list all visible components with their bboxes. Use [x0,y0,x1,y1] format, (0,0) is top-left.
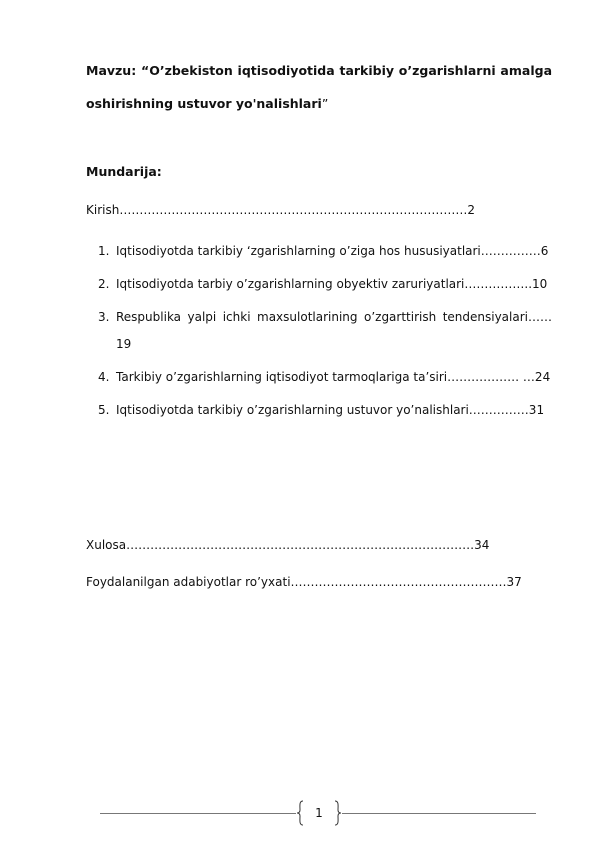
toc-item-number: 5. [98,403,110,417]
toc-entry-conclusion: Xulosa……………………………………………………………………………34 [86,538,490,552]
toc-item-number: 2. [98,277,110,291]
left-brace-icon [296,800,304,826]
toc-item [86,397,552,424]
toc-item [86,238,552,265]
footer-rule-left [100,813,296,814]
toc-item-text: Tarkibiy o’zgarishlarning iqtisodiyot tarmoqlariga ta’siri……………… …24 [116,370,551,384]
toc-item-number: 3. [98,310,110,324]
toc-entry-references: Foydalanilgan adabiyotlar ro’yxati………………………………………………37 [86,575,522,589]
toc-item-number: 4. [98,370,110,384]
toc-item-text: Iqtisodiyotda tarbiy o’zgarishlarning obyektiv zaruriyatlari……………..10 [116,277,548,291]
toc-item [86,304,552,358]
toc-item [86,271,552,298]
toc-item [86,364,552,391]
title-text: Mavzu: “O’zbekiston iqtisodiyotida tarkibiy o’zgarishlarni amalga oshirishning ustuvor yo'nalishlari [86,63,552,111]
right-brace-icon [334,800,342,826]
toc-list [86,238,552,424]
title-closing-quote: ” [321,96,329,111]
toc-item-text: Respublika yalpi ichki maxsulotlarining o’zgarttirish tendensiyalari……19 [116,310,552,351]
contents-heading: Mundarija: [86,164,162,179]
page-number: 1 [315,806,323,820]
page-footer [100,800,536,830]
footer-rule-right [342,813,536,814]
document-title [86,54,552,120]
toc-item-text: Iqtisodiyotda tarkibiy o’zgarishlarning ustuvor yo’nalishlari……………31 [116,403,545,417]
toc-item-text: Iqtisodiyotda tarkibiy ‘zgarishlarning o’ziga hos hususiyatlari……………6 [116,244,549,258]
toc-entry-intro: Kirish……………………………………………………………………………2 [86,203,475,217]
toc-item-number: 1. [98,244,110,258]
